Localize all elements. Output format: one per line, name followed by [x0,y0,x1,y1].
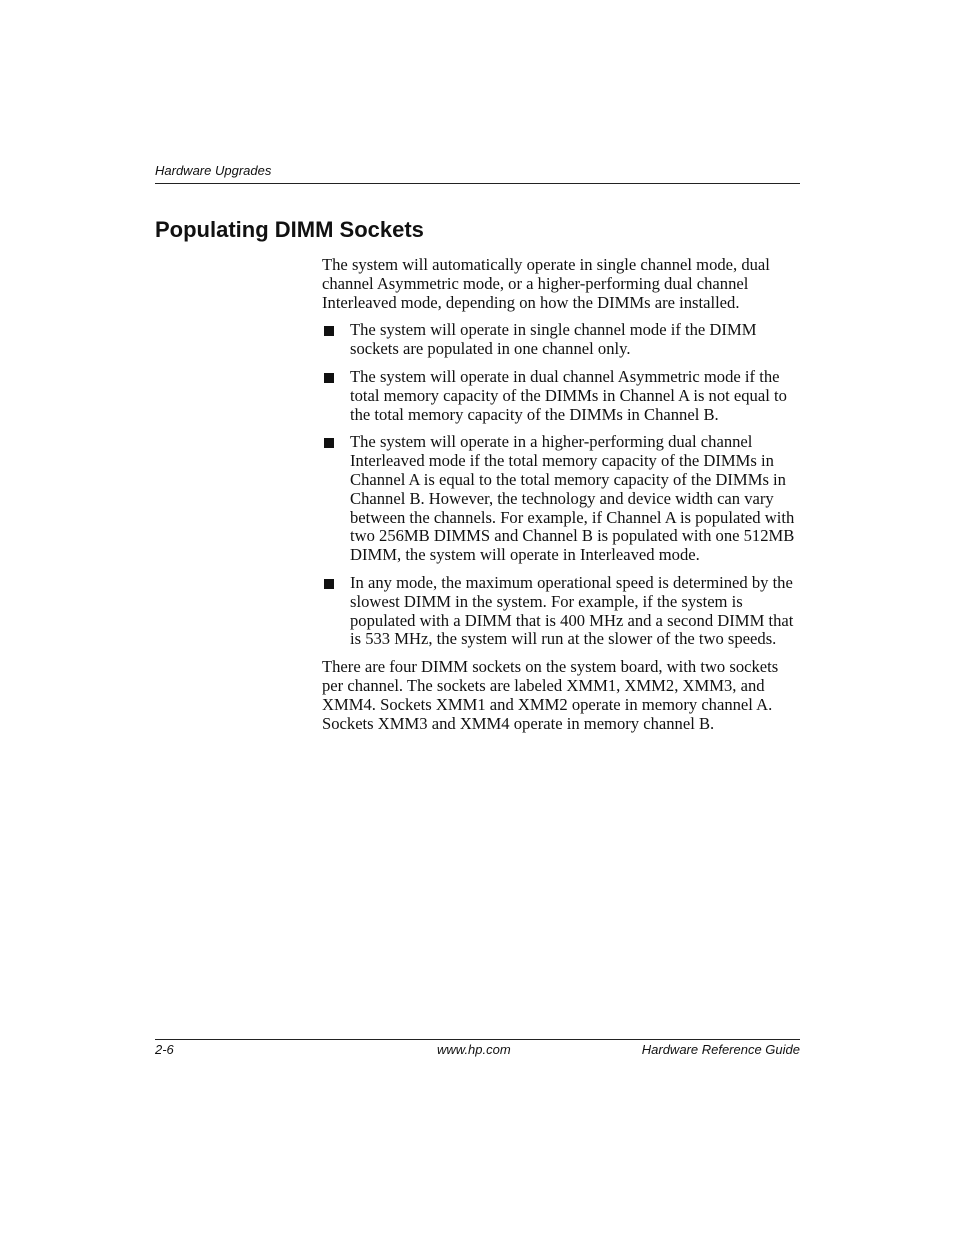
list-item-text: In any mode, the maximum operational speed is determined by the slowest DIMM in the system. For example, if the system is populated with a DIMM that is 400 MHz and a second DIMM that is 533 MHz, the system will run at the slower of the two speeds. [350,572,794,649]
list-item [322,368,800,424]
list-item [322,321,800,359]
square-bullet-icon [324,326,334,336]
header-divider [155,183,800,184]
list-item-text: The system will operate in a higher-performing dual channel Interleaved mode if the total memory capacity of the DIMMs in Channel A is equal to the total memory capacity of the DIMMs in Channel B. However, the technology and device width can vary between the channels. For example, if Channel A is populated with two 256MB DIMMS and Channel B is populated with one 512MB DIMM, the system will operate in Interleaved mode. [350,432,795,565]
closing-paragraph: There are four DIMM sockets on the system board, with two sockets per channel. The sockets are labeled XMM1, XMM2, XMM3, and XMM4. Sockets XMM1 and XMM2 operate in memory channel A. Sockets XMM3 and XMM4 operate in memory channel B. [322,657,779,733]
square-bullet-icon [324,373,334,383]
section-body [322,256,800,742]
section-title: Populating DIMM Sockets [155,217,424,242]
list-item-text: The system will operate in dual channel Asymmetric mode if the total memory capacity of the DIMMs in Channel A is not equal to the total memory capacity of the DIMMs in Channel B. [350,366,787,424]
square-bullet-icon [324,438,334,448]
list-item-text: The system will operate in single channel mode if the DIMM sockets are populated in one channel only. [350,320,757,359]
list-item [322,574,800,649]
footer-url: www.hp.com [437,1042,511,1057]
footer-guide-title: Hardware Reference Guide [641,1042,800,1057]
list-item [322,433,800,565]
running-header: Hardware Upgrades [155,163,272,178]
square-bullet-icon [324,579,334,589]
page-number: 2-6 [155,1042,174,1057]
footer-divider [155,1039,800,1040]
bullet-list [322,321,800,649]
intro-paragraph: The system will automatically operate in single channel mode, dual channel Asymmetric mode, or a higher-performing dual channel Interleaved mode, depending on how the DIMMs are installed. [322,255,770,312]
